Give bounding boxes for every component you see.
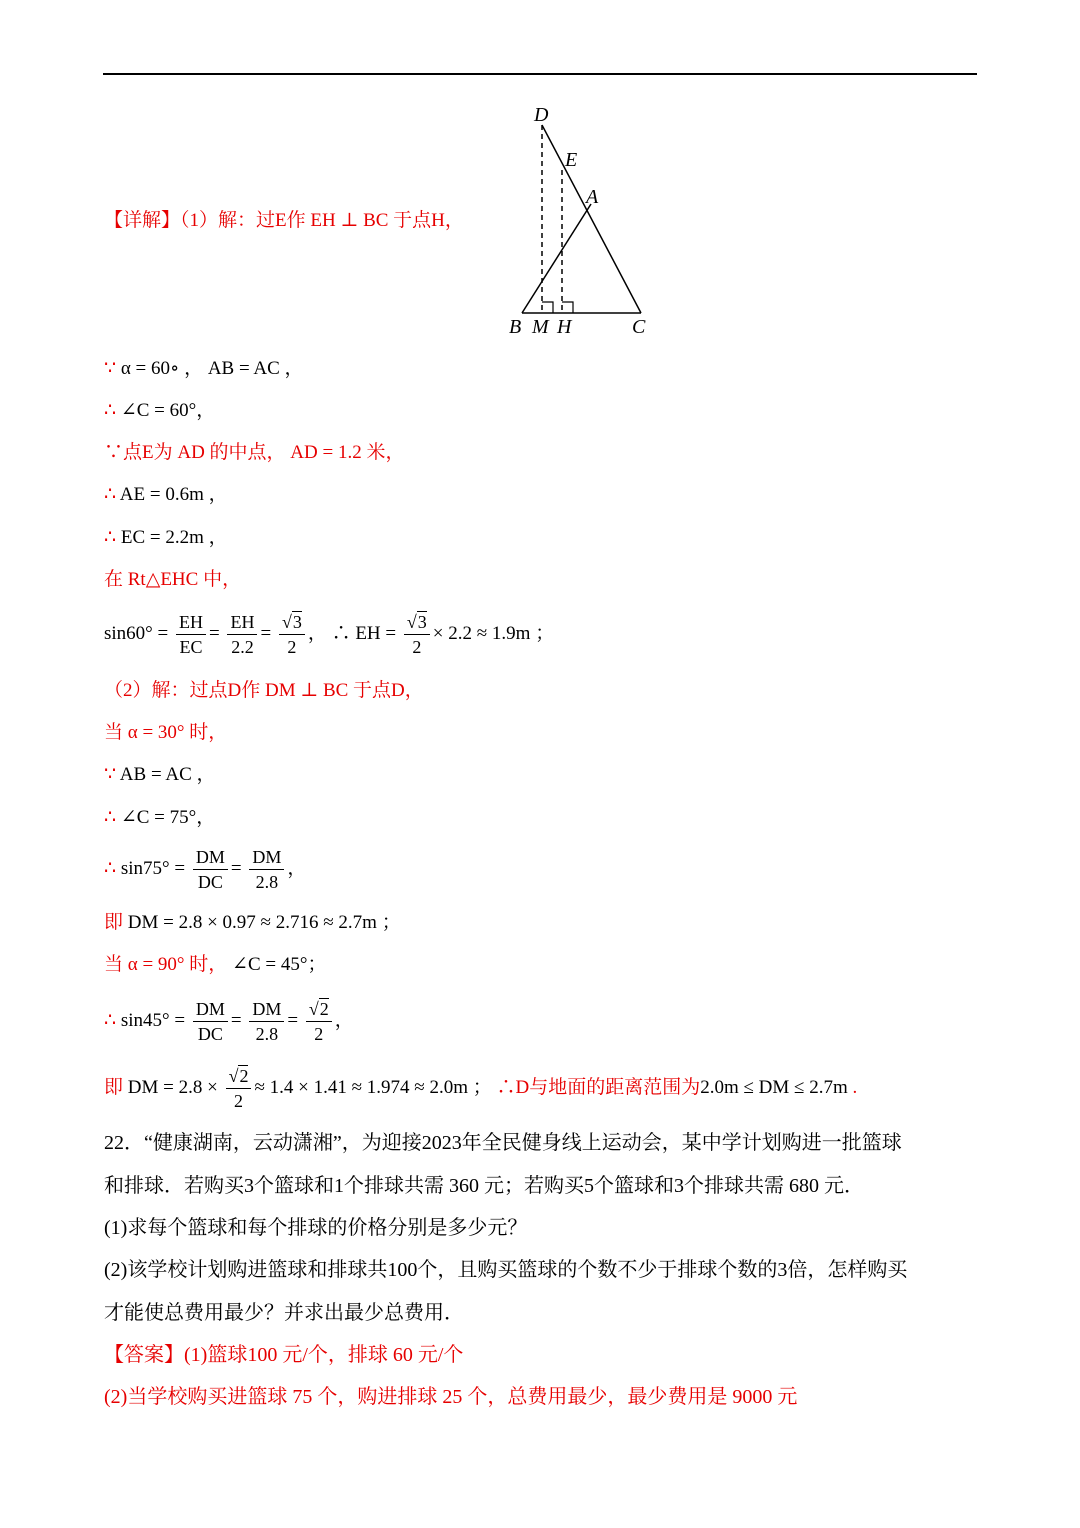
step-6: 在 Rt△EHC 中， bbox=[104, 569, 242, 590]
step-7-sin60: sin60° = $\frac{EH}{EC}$ = $\frac{EH}{2.2}$ = $\frac{√3}{2}$ ， ∴ EH = $\frac{√3}{2}$ × 2.2 ≈ 1.9m ； bbox=[104, 612, 555, 657]
step-2: ∴ ∠C = 60°， bbox=[104, 400, 216, 421]
answer-label: 【答案】 bbox=[104, 1344, 184, 1366]
question-22-part2-line2: 才能使总费用最少？并求出最少总费用． bbox=[104, 1302, 464, 1324]
header-rule bbox=[103, 73, 977, 75]
label-B: B bbox=[509, 316, 522, 338]
step-5: ∴ EC = 2.2m ， bbox=[104, 527, 228, 548]
step-4: ∴ AE = 0.6m ， bbox=[104, 484, 228, 505]
part2-intro: （2）解：过点D作 DM ⊥ BC 于点D， bbox=[104, 680, 424, 701]
label-C: C bbox=[632, 316, 646, 338]
label-E: E bbox=[565, 149, 578, 171]
detail-label: 【详解】 bbox=[104, 210, 181, 231]
step-16-conclusion: 即 DM = 2.8 × $\frac{√2}{2}$ ≈ 1.4 × 1.41 ≈ 1.974 ≈ 2.0m ； ∴D与地面的距离范围为2.0m ≤ DM ≤ 2.7m . bbox=[104, 1066, 858, 1111]
question-22-line2: 和排球．若购买3个篮球和1个排球共需 360 元；若购买5个篮球和3个排球共需 680 元． bbox=[104, 1175, 864, 1197]
question-22-line1: 22．“健康湖南，云动潇湘”，为迎接2023年全民健身线上运动会，某中学计划购进一批篮球 bbox=[104, 1132, 902, 1154]
step-3: ∵点E为 AD 的中点， AD = 1.2 米， bbox=[104, 442, 405, 463]
step-12-sin75: ∴ sin75° = $\frac{DM}{DC}$ = $\frac{DM}{2.8}$ ， bbox=[104, 847, 307, 892]
step-11: ∴ ∠C = 75°， bbox=[104, 807, 216, 828]
label-D: D bbox=[534, 104, 549, 126]
label-A: A bbox=[586, 186, 599, 208]
step-13: 即 DM = 2.8 × 0.97 ≈ 2.716 ≈ 2.7m ； bbox=[104, 912, 401, 933]
answer-part2: (2)当学校购买进篮球 75 个，购进排球 25 个，总费用最少，最少费用是 9000 元 bbox=[104, 1386, 798, 1408]
label-H: H bbox=[557, 316, 572, 338]
label-M: M bbox=[532, 316, 549, 338]
step-15-sin45: ∴ sin45° = $\frac{DM}{DC}$ = $\frac{DM}{2.8}$ = $\frac{√2}{2}$ ， bbox=[104, 999, 354, 1044]
line-BA bbox=[522, 204, 591, 313]
step-1: ∵ α = 60∘ ， AB = AC ， bbox=[104, 358, 304, 379]
step-9: 当 α = 30° 时， bbox=[104, 722, 228, 743]
right-angle-H bbox=[562, 302, 573, 313]
step-14: 当 α = 90° 时， ∠C = 45°； bbox=[104, 954, 327, 975]
answer-part1: 【答案】(1)篮球100 元/个，排球 60 元/个 bbox=[104, 1344, 464, 1366]
step-10: ∵ AB = AC ， bbox=[104, 764, 216, 785]
line-DC bbox=[542, 125, 641, 313]
part1-intro: 【详解】（1）解：过E作 EH ⊥ BC 于点H， bbox=[104, 210, 464, 231]
question-22-part1: (1)求每个篮球和每个排球的价格分别是多少元？ bbox=[104, 1217, 528, 1239]
right-angle-M bbox=[542, 302, 553, 313]
triangle-figure bbox=[500, 100, 670, 345]
question-22-part2-line1: (2)该学校计划购进篮球和排球共100个，且购买篮球的个数不少于排球个数的3倍，怎样购买 bbox=[104, 1259, 908, 1281]
